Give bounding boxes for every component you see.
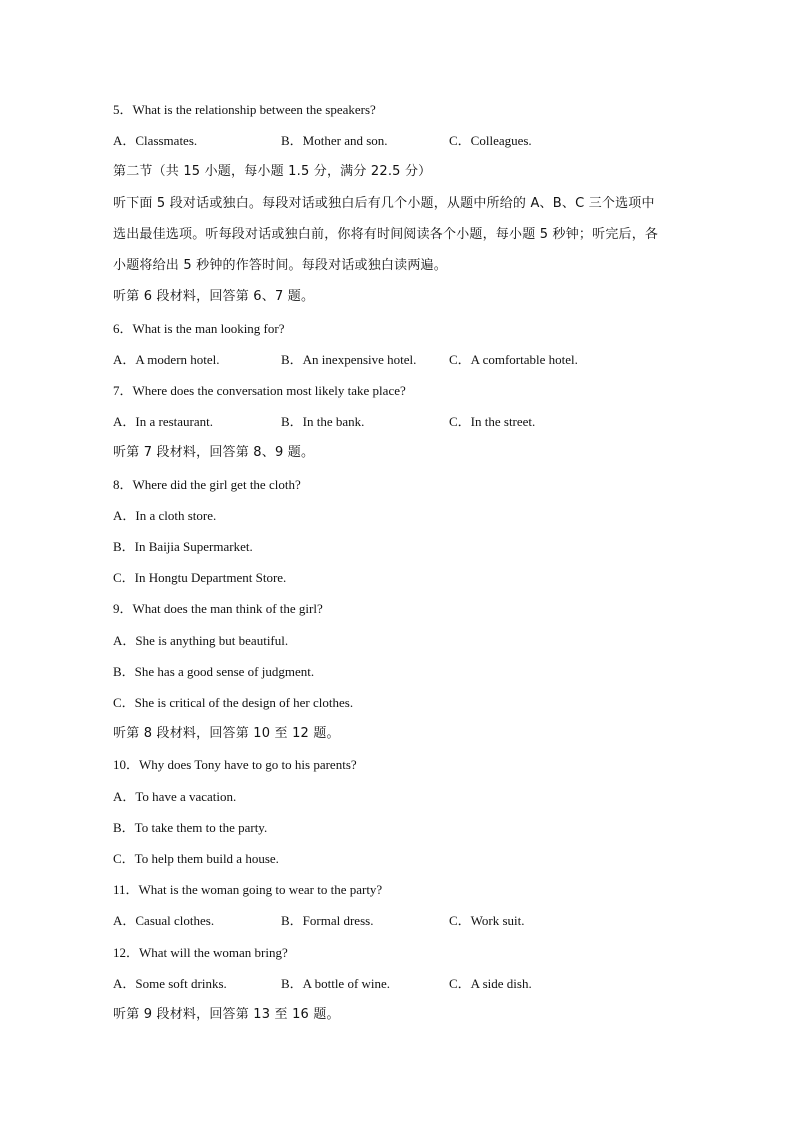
q8-option-b: B．In Baijia Supermarket. bbox=[113, 539, 253, 554]
question-8: 8．Where did the girl get the cloth? bbox=[113, 477, 301, 492]
q12-option-b: B．A bottle of wine. bbox=[281, 976, 391, 991]
q11-option-c: C．Work suit. bbox=[449, 913, 525, 928]
question-7: 7．Where does the conversation most likely take place? bbox=[113, 383, 406, 398]
question-12: 12．What will the woman bring? bbox=[113, 945, 288, 960]
q7-option-b: B．In the bank. bbox=[281, 414, 365, 429]
section-2-instructions-line-1: 听下面 5 段对话或独白。每段对话或独白后有几个小题，从题中所给的 A、B、C 三个选项中 bbox=[113, 196, 655, 211]
q6-option-c: C．A comfortable hotel. bbox=[449, 352, 578, 367]
material-8-heading: 听第 8 段材料，回答第 10 至 12 题。 bbox=[113, 726, 340, 741]
question-10: 10．Why does Tony have to go to his parents? bbox=[113, 757, 357, 772]
question-9: 9．What does the man think of the girl? bbox=[113, 601, 323, 616]
material-6-heading: 听第 6 段材料，回答第 6、7 题。 bbox=[113, 289, 315, 304]
material-9-heading: 听第 9 段材料，回答第 13 至 16 题。 bbox=[113, 1007, 340, 1022]
section-2-title: 第二节（共 15 小题，每小题 1.5 分，满分 22.5 分） bbox=[113, 164, 432, 179]
q10-option-b: B．To take them to the party. bbox=[113, 820, 268, 835]
q7-option-a: A．In a restaurant. bbox=[113, 414, 213, 429]
q6-option-b: B．An inexpensive hotel. bbox=[281, 352, 417, 367]
q7-option-c: C．In the street. bbox=[449, 414, 536, 429]
q12-option-a: A．Some soft drinks. bbox=[113, 976, 227, 991]
question-11: 11．What is the woman going to wear to the party? bbox=[113, 882, 383, 897]
question-5: 5．What is the relationship between the speakers? bbox=[113, 102, 376, 117]
q12-option-c: C．A side dish. bbox=[449, 976, 532, 991]
q9-option-b: B．She has a good sense of judgment. bbox=[113, 664, 315, 679]
q10-option-c: C．To help them build a house. bbox=[113, 851, 279, 866]
q11-option-b: B．Formal dress. bbox=[281, 913, 374, 928]
material-7-heading: 听第 7 段材料，回答第 8、9 题。 bbox=[113, 445, 315, 460]
question-6: 6．What is the man looking for? bbox=[113, 321, 285, 336]
q11-option-a: A．Casual clothes. bbox=[113, 913, 215, 928]
q8-option-c: C．In Hongtu Department Store. bbox=[113, 570, 287, 585]
section-2-instructions-line-3: 小题将给出 5 秒钟的作答时间。每段对话或独白读两遍。 bbox=[113, 258, 447, 273]
q5-option-a: A．Classmates. bbox=[113, 133, 198, 148]
q8-option-a: A．In a cloth store. bbox=[113, 508, 217, 523]
section-2-instructions-line-2: 选出最佳选项。听每段对话或独白前，你将有时间阅读各个小题，每小题 5 秒钟；听完后，各 bbox=[113, 227, 659, 242]
q6-option-a: A．A modern hotel. bbox=[113, 352, 220, 367]
q5-option-b: B．Mother and son. bbox=[281, 133, 388, 148]
q9-option-a: A．She is anything but beautiful. bbox=[113, 633, 289, 648]
q10-option-a: A．To have a vacation. bbox=[113, 789, 237, 804]
q5-option-c: C．Colleagues. bbox=[449, 133, 532, 148]
q9-option-c: C．She is critical of the design of her clothes. bbox=[113, 695, 354, 710]
